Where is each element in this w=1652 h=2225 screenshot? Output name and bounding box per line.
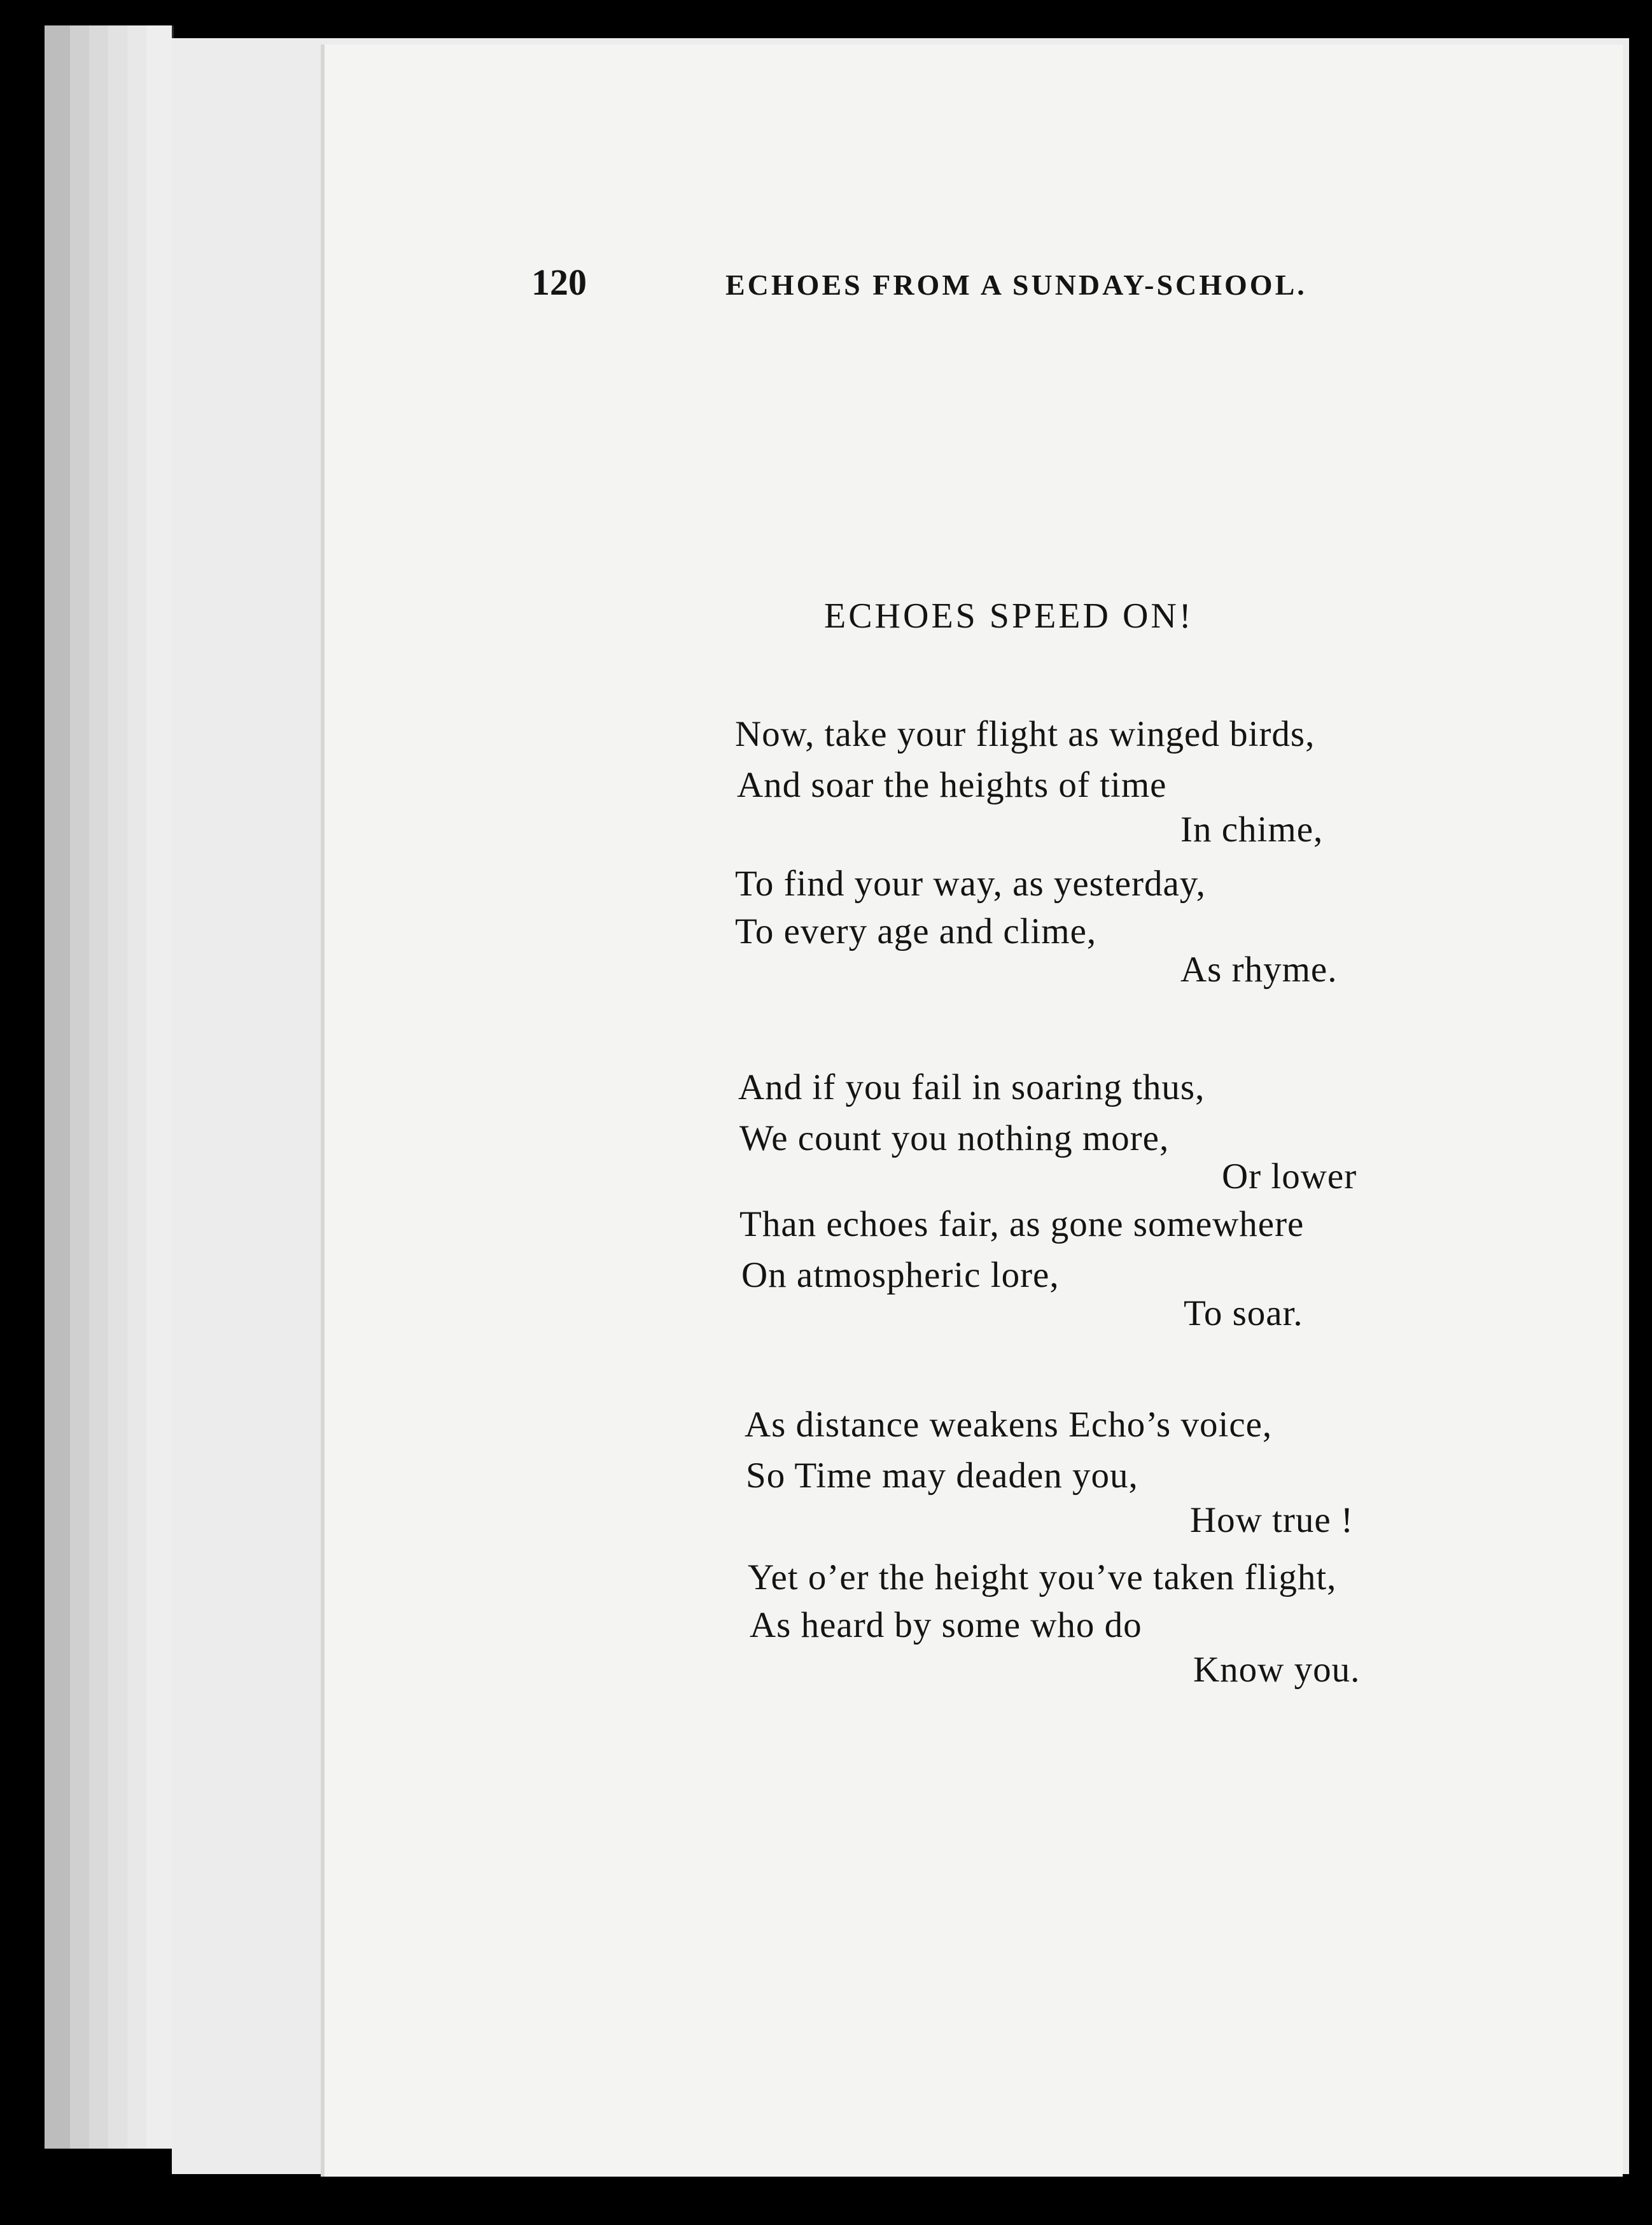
poem-line: Yet o’er the height you’ve taken flight, — [748, 1557, 1337, 1597]
page-edge — [89, 25, 110, 2149]
poem-line-refrain: To soar. — [1184, 1293, 1303, 1333]
poem-line: And if you fail in soaring thus, — [738, 1067, 1205, 1107]
poem-line-refrain: How true ! — [1190, 1500, 1354, 1540]
page-edge — [127, 25, 148, 2149]
page-edge — [146, 25, 174, 2149]
page-edge — [70, 25, 91, 2149]
poem-line-refrain: Or lower — [1222, 1156, 1357, 1197]
page-edge — [108, 25, 129, 2149]
poem-line-refrain: In chime, — [1180, 810, 1324, 850]
poem-line: To find your way, as yesterday, — [735, 864, 1206, 904]
poem-line: To every age and clime, — [735, 911, 1097, 951]
poem-line: And soar the heights of time — [737, 765, 1167, 805]
book-page — [325, 45, 1623, 2177]
running-head: ECHOES FROM A SUNDAY-SCHOOL. — [725, 269, 1307, 301]
poem-line: As distance weakens Echo’s voice, — [745, 1405, 1273, 1445]
poem-line-refrain: Know you. — [1193, 1650, 1361, 1690]
poem-line: On atmospheric lore, — [741, 1255, 1060, 1295]
poem-line: Than echoes fair, as gone somewhere — [739, 1204, 1305, 1244]
poem-line: We count you nothing more, — [739, 1118, 1170, 1158]
poem-line: As heard by some who do — [750, 1605, 1142, 1645]
page-number: 120 — [531, 262, 587, 303]
poem-line-refrain: As rhyme. — [1180, 950, 1338, 990]
poem-title: ECHOES SPEED ON! — [824, 596, 1194, 636]
poem-line: So Time may deaden you, — [746, 1456, 1138, 1496]
page-edge — [45, 25, 72, 2149]
poem-line: Now, take your flight as winged birds, — [735, 714, 1315, 754]
